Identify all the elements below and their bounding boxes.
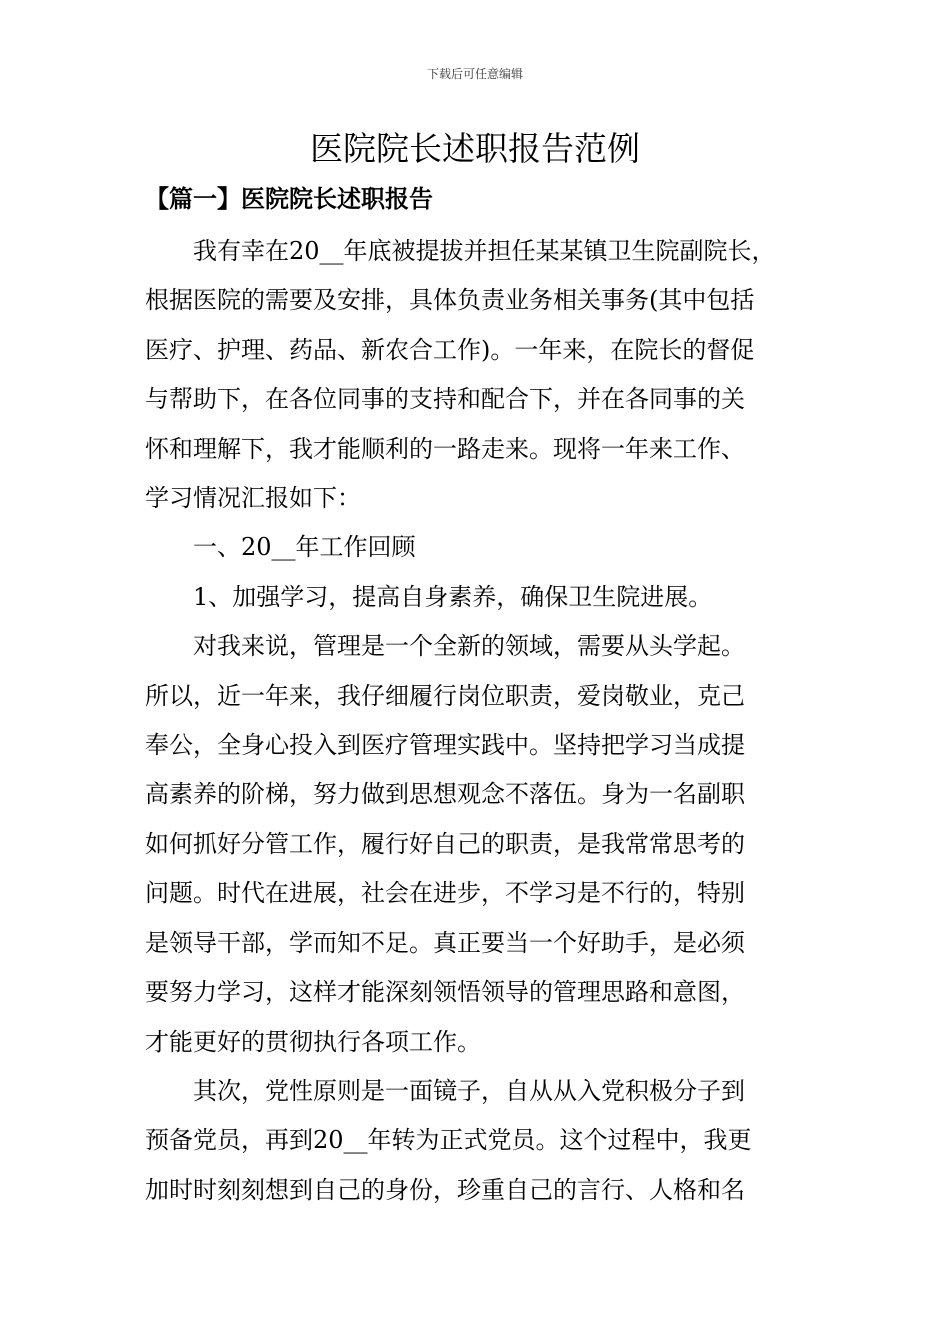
text-line: 预备党员，再到20__年转为正式党员。这个过程中，我更 xyxy=(145,1126,752,1155)
text-line: 才能更好的贯彻执行各项工作。 xyxy=(145,1027,481,1056)
paragraph xyxy=(145,227,815,523)
text-line: 与帮助下，在各位同事的支持和配合下，并在各同事的关 xyxy=(145,385,745,414)
text-line: 其次，党性原则是一面镜子，自从从入党积极分子到 xyxy=(193,1076,745,1105)
subheading-line: 一、20__年工作回顾 xyxy=(193,533,416,562)
text-line: 奉公，全身心投入到医疗管理实践中。坚持把学习当成提 xyxy=(145,731,745,760)
paragraph xyxy=(145,523,815,572)
text-line: 问题。时代在进展，社会在进步，不学习是不行的，特别 xyxy=(145,879,745,908)
text-line: 怀和理解下，我才能顺利的一路走来。现将一年来工作、 xyxy=(145,434,745,463)
text-line: 所以，近一年来，我仔细履行岗位职责，爱岗敬业，克己 xyxy=(145,681,745,710)
paragraph xyxy=(145,1067,815,1215)
section-heading: 【篇一】医院院长述职报告 xyxy=(145,184,433,213)
text-line: 如何抓好分管工作，履行好自己的职责，是我常常思考的 xyxy=(145,829,745,858)
document-body xyxy=(145,227,815,1215)
subheading-line: 1、加强学习，提高自身素养，确保卫生院进展。 xyxy=(193,582,713,611)
document-title: 医院院长述职报告范例 xyxy=(310,129,640,168)
header-note: 下载后可任意编辑 xyxy=(426,67,523,81)
paragraph xyxy=(145,622,815,1067)
text-line: 我有幸在20__年底被提拔并担任某某镇卫生院副院长， xyxy=(193,237,776,265)
paragraph xyxy=(145,573,815,622)
text-line: 根据医院的需要及安排，具体负责业务相关事务(其中包括 xyxy=(145,286,755,315)
text-line: 医疗、护理、药品、新农合工作)。一年来，在院长的督促 xyxy=(145,335,755,364)
text-line: 要努力学习，这样才能深刻领悟领导的管理思路和意图， xyxy=(145,978,745,1007)
text-line: 高素养的阶梯，努力做到思想观念不落伍。身为一名副职 xyxy=(145,780,745,809)
text-line: 学习情况汇报如下： xyxy=(145,484,361,513)
text-line: 加时时刻刻想到自己的身份，珍重自己的言行、人格和名 xyxy=(145,1175,745,1204)
text-line: 对我来说，管理是一个全新的领域，需要从头学起。 xyxy=(193,632,745,661)
text-line: 是领导干部，学而知不足。真正要当一个好助手，是必须 xyxy=(145,928,745,957)
